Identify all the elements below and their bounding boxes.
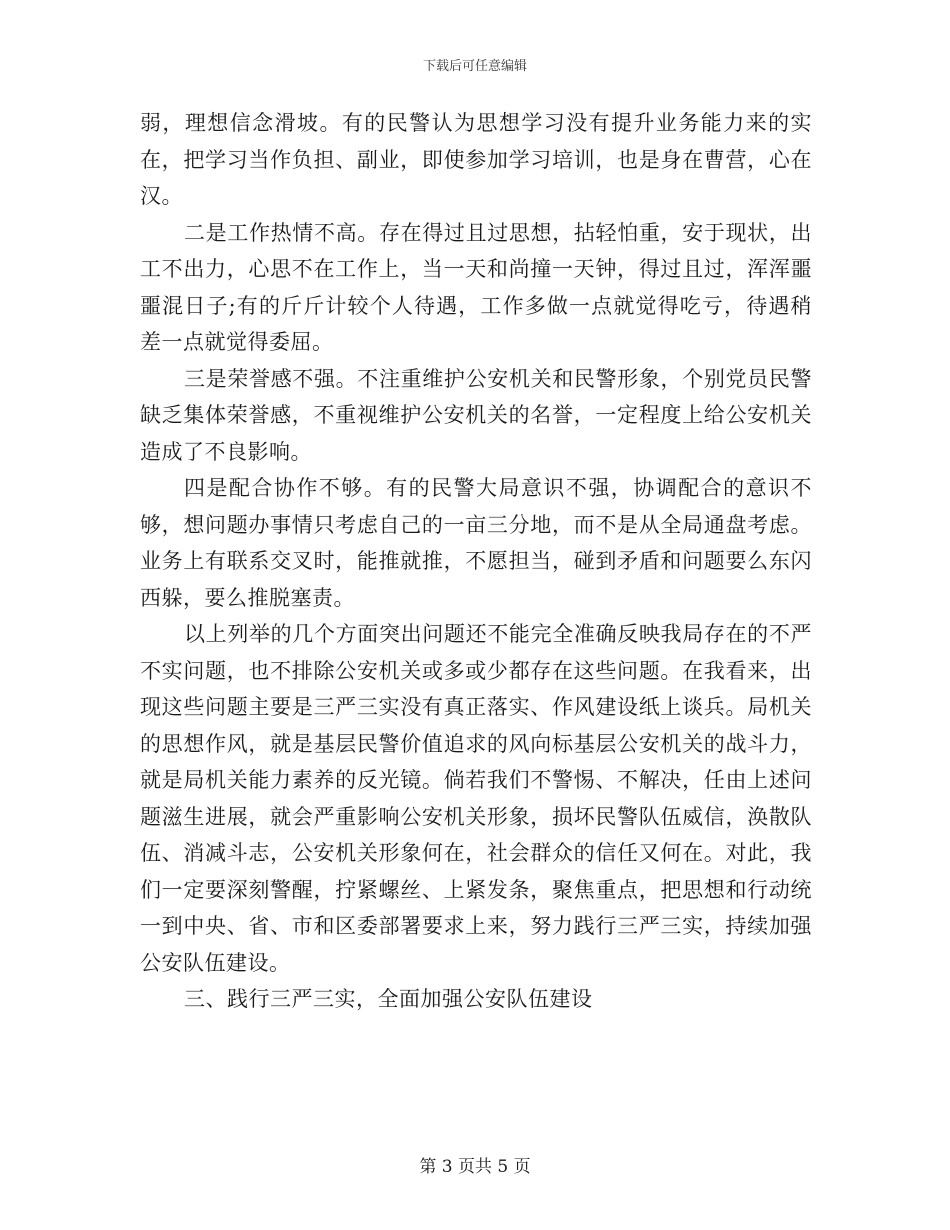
page-number: 第 3 页共 5 页 [419, 1157, 531, 1177]
paragraph: 三是荣誉感不强。不注重维护公安机关和民警形象，个别党员民警缺乏集体荣誉感，不重视维护公安机关的名誉，一定程度上给公安机关造成了不良影响。 [140, 366, 812, 464]
paragraph: 二是工作热情不高。存在得过且过思想，拈轻怕重，安于现状，出工不出力，心思不在工作上，当一天和尚撞一天钟，得过且过，浑浑噩噩混日子;有的斤斤计较个人待遇，工作多做一点就觉得吃亏，待遇稍差一点就觉得委屈。 [140, 220, 812, 354]
paragraph: 弱，理想信念滑坡。有的民警认为思想学习没有提升业务能力来的实在，把学习当作负担、副业，即使参加学习培训，也是身在曹营，心在汉。 [140, 111, 812, 208]
page-header-note: 下载后可任意编辑 [422, 59, 527, 74]
paragraph: 四是配合协作不够。有的民警大局意识不强，协调配合的意识不够，想问题办事情只考虑自己的一亩三分地，而不是从全局通盘考虑。业务上有联系交叉时，能推就推，不愿担当，碰到矛盾和问题要么东闪西躲，要么推脱塞责。 [140, 476, 812, 610]
section-heading: 三、践行三严三实，全面加强公安队伍建设 [184, 987, 593, 1011]
document-body [140, 105, 812, 1018]
paragraph: 以上列举的几个方面突出问题还不能完全准确反映我局存在的不严不实问题，也不排除公安机关或多或少都存在这些问题。在我看来，出现这些问题主要是三严三实没有真正落实、作风建设纸上谈兵。局机关的思想作风，就是基层民警价值追求的风向标基层公安机关的战斗力，就是局机关能力素养的反光镜。倘若我们不警惕、不解决，任由上述问题滋生进展，就会严重影响公安机关形象，损坏民警队伍威信，涣散队伍、消减斗志，公安机关形象何在，社会群众的信任又何在。对此，我们一定要深刻警醒，拧紧螺丝、上紧发条，聚焦重点，把思想和行动统一到中央、省、市和区委部署要求上来，努力践行三严三实，持续加强公安队伍建设。 [140, 622, 812, 975]
